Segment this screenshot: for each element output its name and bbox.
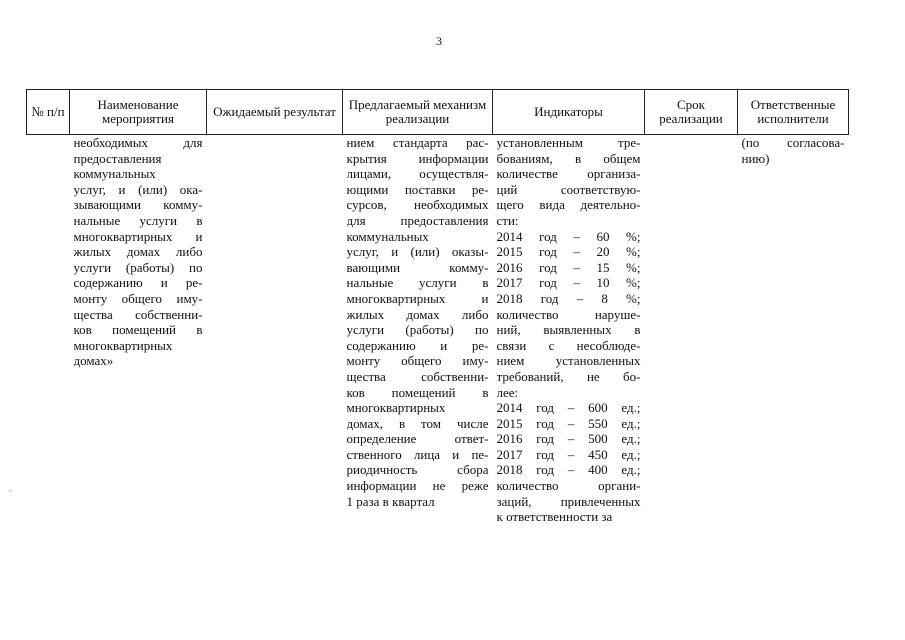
text-line: количестве организа- bbox=[496, 166, 641, 182]
text-line: необходимых для bbox=[73, 135, 203, 150]
text-line: для предоставления bbox=[346, 212, 489, 228]
text-line: нием стандарта рас- bbox=[346, 135, 489, 150]
text-line: жилых домах либо bbox=[73, 244, 203, 260]
text-line: зывающими комму- bbox=[73, 197, 203, 213]
text-line: коммунальных bbox=[346, 228, 429, 244]
text-line: домах, в том числе bbox=[346, 415, 489, 431]
cell-responsible bbox=[738, 135, 849, 525]
text-line: 2014 год – 600 ед.; bbox=[496, 400, 641, 416]
text-line: к ответственности за bbox=[496, 509, 613, 525]
cell-number bbox=[27, 135, 70, 525]
text-line: 2015 год – 20 %; bbox=[496, 244, 641, 260]
text-line: многоквартирных и bbox=[73, 228, 203, 244]
text-line: определение ответ- bbox=[346, 431, 489, 447]
text-line: ков помещений в bbox=[73, 322, 203, 338]
text-line: услуги (работы) по bbox=[346, 322, 489, 338]
text-line: риодичность сбора bbox=[346, 462, 489, 478]
text-line: крытия информации bbox=[346, 150, 489, 166]
text-line: многоквартирных bbox=[346, 400, 446, 416]
text-line: (по согласова- bbox=[741, 135, 845, 150]
text-line: количество наруше- bbox=[496, 306, 641, 322]
cell-measure-name bbox=[70, 135, 207, 525]
text-line: монту общего иму- bbox=[346, 353, 489, 369]
cell-indicators bbox=[493, 135, 645, 525]
text-line: количество органи- bbox=[496, 478, 641, 494]
cell-deadline bbox=[645, 135, 738, 525]
text-line: связи с несоблюде- bbox=[496, 337, 641, 353]
text-line: 2018 год – 400 ед.; bbox=[496, 462, 641, 478]
text-line: информации не реже bbox=[346, 478, 489, 494]
text-line: 2015 год – 550 ед.; bbox=[496, 415, 641, 431]
page-number: 3 bbox=[436, 34, 442, 48]
text-line: содержанию и ре- bbox=[346, 337, 489, 353]
text-line: щего вида деятельно- bbox=[496, 197, 641, 213]
text-line: щества собственни- bbox=[346, 368, 489, 384]
text-line: ющими поставки ре- bbox=[346, 181, 489, 197]
header-deadline: Срок реализации bbox=[645, 90, 738, 135]
text-line: монту общего иму- bbox=[73, 290, 203, 306]
header-measure-name: Наименование мероприятия bbox=[70, 90, 207, 135]
text-line: лее: bbox=[496, 384, 519, 400]
text-line: услуг, и (или) оказы- bbox=[346, 244, 489, 260]
text-line: многоквартирных bbox=[73, 337, 173, 353]
text-line: 2017 год – 450 ед.; bbox=[496, 446, 641, 462]
text-line: ственного лица и пе- bbox=[346, 446, 489, 462]
text-line: заций, привлеченных bbox=[496, 493, 641, 509]
text-line: содержанию и ре- bbox=[73, 275, 203, 291]
text-line: щества собственни- bbox=[73, 306, 203, 322]
text-line: многоквартирных и bbox=[346, 290, 489, 306]
cell-mechanism bbox=[343, 135, 493, 525]
text-line: нием установленных bbox=[496, 353, 641, 369]
text-line: домах» bbox=[73, 353, 114, 369]
table-header-row bbox=[27, 90, 849, 135]
text-line: коммунальных bbox=[73, 166, 156, 182]
text-line: 2016 год – 500 ед.; bbox=[496, 431, 641, 447]
cell-expected-result bbox=[207, 135, 343, 525]
text-line: бованиям, в общем bbox=[496, 150, 641, 166]
text-line: требований, не бо- bbox=[496, 368, 641, 384]
header-number: № п/п bbox=[27, 90, 70, 135]
text-line: услуг, и (или) ока- bbox=[73, 181, 203, 197]
table-row bbox=[27, 135, 849, 525]
text-line: ций соответствую- bbox=[496, 181, 641, 197]
text-line: нальные услуги в bbox=[346, 275, 489, 291]
text-line: 2016 год – 15 %; bbox=[496, 259, 641, 275]
text-line: сти: bbox=[496, 212, 519, 228]
text-line: ков помещений в bbox=[346, 384, 489, 400]
text-line: нию) bbox=[741, 150, 770, 166]
text-line: 2017 год – 10 %; bbox=[496, 275, 641, 291]
text-line: установленным тре- bbox=[496, 135, 641, 150]
text-line: 2018 год – 8 %; bbox=[496, 290, 641, 306]
text-line: вающими комму- bbox=[346, 259, 489, 275]
text-line: 1 раза в квартал bbox=[346, 493, 435, 509]
header-indicators: Индикаторы bbox=[493, 90, 645, 135]
text-line: сурсов, необходимых bbox=[346, 197, 489, 213]
scan-speck: ‘‘ bbox=[8, 488, 13, 497]
measures-table bbox=[26, 89, 849, 525]
text-line: ний, выявленных в bbox=[496, 322, 641, 338]
text-line: услуги (работы) по bbox=[73, 259, 203, 275]
text-line: жилых домах либо bbox=[346, 306, 489, 322]
text-line: предоставления bbox=[73, 150, 162, 166]
header-expected-result: Ожидаемый результат bbox=[207, 90, 343, 135]
text-line: 2014 год – 60 %; bbox=[496, 228, 641, 244]
text-line: нальные услуги в bbox=[73, 212, 203, 228]
text-line: лицами, осуществля- bbox=[346, 166, 489, 182]
header-mechanism: Предлагаемый механизм реализации bbox=[343, 90, 493, 135]
header-responsible: Ответственные исполнители bbox=[738, 90, 849, 135]
